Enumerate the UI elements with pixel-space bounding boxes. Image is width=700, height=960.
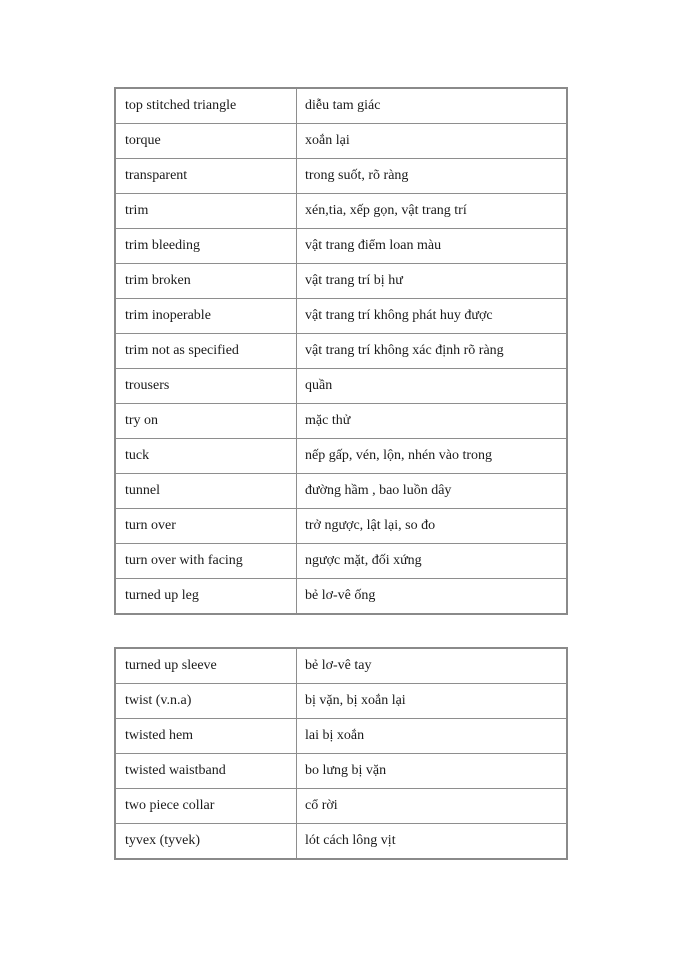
term-cell: turn over with facing (115, 544, 297, 579)
table-row (115, 194, 567, 229)
meaning-cell: bẻ lơ-vê tay (297, 648, 568, 684)
term-cell: torque (115, 124, 297, 159)
table-row (115, 299, 567, 334)
meaning-cell: lót cách lông vịt (297, 824, 568, 860)
table-row (115, 824, 567, 860)
meaning-cell: ngược mặt, đối xứng (297, 544, 568, 579)
term-cell: transparent (115, 159, 297, 194)
term-cell: two piece collar (115, 789, 297, 824)
table-row (115, 88, 567, 124)
meaning-cell: vật trang trí bị hư (297, 264, 568, 299)
term-cell: twist (v.n.a) (115, 684, 297, 719)
term-cell: trim bleeding (115, 229, 297, 264)
table-row (115, 544, 567, 579)
term-cell: try on (115, 404, 297, 439)
glossary-table-2 (114, 647, 568, 860)
term-cell: turned up leg (115, 579, 297, 615)
table-row (115, 334, 567, 369)
table-row (115, 754, 567, 789)
term-cell: trim not as specified (115, 334, 297, 369)
table-row (115, 648, 567, 684)
meaning-cell: trong suốt, rõ ràng (297, 159, 568, 194)
meaning-cell: đường hầm , bao luồn dây (297, 474, 568, 509)
table-row (115, 474, 567, 509)
meaning-cell: bo lưng bị vặn (297, 754, 568, 789)
table-row (115, 684, 567, 719)
table-row (115, 719, 567, 754)
meaning-cell: bị vặn, bị xoắn lại (297, 684, 568, 719)
table-row (115, 789, 567, 824)
meaning-cell: lai bị xoắn (297, 719, 568, 754)
term-cell: tunnel (115, 474, 297, 509)
meaning-cell: trở ngược, lật lại, so đo (297, 509, 568, 544)
meaning-cell: xén,tia, xếp gọn, vật trang trí (297, 194, 568, 229)
term-cell: tuck (115, 439, 297, 474)
meaning-cell: vật trang điểm loan màu (297, 229, 568, 264)
term-cell: trousers (115, 369, 297, 404)
table-row (115, 439, 567, 474)
term-cell: turned up sleeve (115, 648, 297, 684)
meaning-cell: vật trang trí không phát huy được (297, 299, 568, 334)
meaning-cell: mặc thử (297, 404, 568, 439)
table-row (115, 404, 567, 439)
table-row (115, 264, 567, 299)
table-row (115, 509, 567, 544)
meaning-cell: cổ rời (297, 789, 568, 824)
term-cell: top stitched triangle (115, 88, 297, 124)
meaning-cell: nếp gấp, vén, lộn, nhén vào trong (297, 439, 568, 474)
meaning-cell: quần (297, 369, 568, 404)
meaning-cell: vật trang trí không xác định rõ ràng (297, 334, 568, 369)
glossary-table-1 (114, 87, 568, 615)
term-cell: twisted hem (115, 719, 297, 754)
meaning-cell: bẻ lơ-vê ống (297, 579, 568, 615)
meaning-cell: xoắn lại (297, 124, 568, 159)
term-cell: tyvex (tyvek) (115, 824, 297, 860)
term-cell: trim inoperable (115, 299, 297, 334)
term-cell: twisted waistband (115, 754, 297, 789)
table-row (115, 229, 567, 264)
meaning-cell: diễu tam giác (297, 88, 568, 124)
table-row (115, 579, 567, 615)
table-row (115, 124, 567, 159)
term-cell: turn over (115, 509, 297, 544)
table-row (115, 369, 567, 404)
term-cell: trim broken (115, 264, 297, 299)
term-cell: trim (115, 194, 297, 229)
table-row (115, 159, 567, 194)
